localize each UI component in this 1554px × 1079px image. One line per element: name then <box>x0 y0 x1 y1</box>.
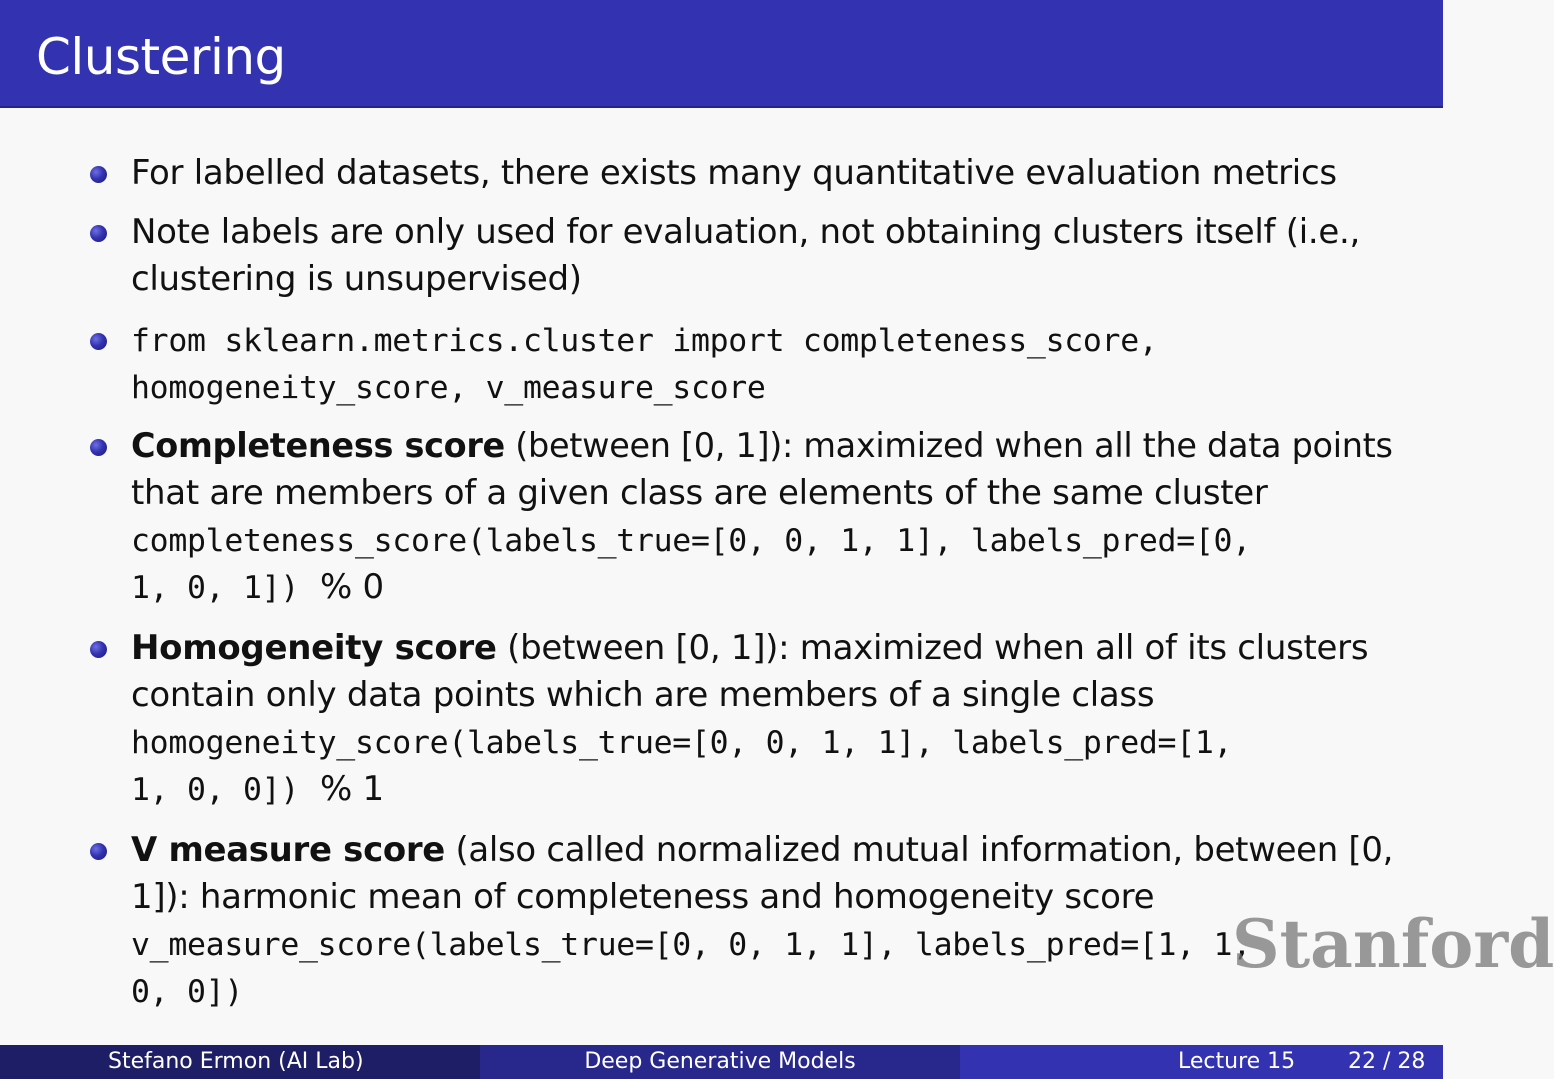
bullet-line <box>131 212 1360 252</box>
bullet-icon <box>90 439 107 456</box>
bullet-line <box>131 520 1251 561</box>
bullet-line <box>131 877 1154 917</box>
code-snippet: from sklearn.metrics.cluster import completeness_score, <box>131 323 1158 359</box>
bullet-line <box>131 722 1232 763</box>
metric-term: Homogeneity score <box>131 628 497 668</box>
bullet-icon <box>90 843 107 860</box>
bullet-text: clustering is unsupervised) <box>131 259 582 299</box>
bullet-text: For labelled datasets, there exists many quantitative evaluation metrics <box>131 153 1337 193</box>
metric-term: V measure score <box>131 830 446 870</box>
bullet-icon <box>90 333 107 350</box>
bullet-text: % 0 <box>298 567 384 607</box>
bullet-icon <box>90 641 107 658</box>
bullet-line <box>131 675 1154 715</box>
bullet-text: 1]): harmonic mean of completeness and homogeneity score <box>131 877 1155 917</box>
footer-page-number: 22 / 28 <box>1348 1049 1426 1074</box>
code-snippet: 0, 0]) <box>131 974 243 1010</box>
bullet-line <box>131 473 1268 513</box>
code-snippet: 1, 0, 0]) <box>131 772 299 808</box>
bullet-line <box>131 367 766 408</box>
bullet-text: (between [0, 1]): maximized when all the data points <box>504 426 1393 466</box>
footer-course-title: Deep Generative Models <box>584 1049 856 1074</box>
bullet-line <box>131 259 582 299</box>
bullet-text: (between [0, 1]): maximized when all of its clusters <box>496 628 1369 668</box>
bullet-line <box>131 628 1368 668</box>
bullet-line <box>131 971 243 1012</box>
footer-lecture-segment <box>960 1045 1443 1079</box>
bullet-text: that are members of a given class are elements of the same cluster <box>131 473 1268 513</box>
bullet-text: Note labels are only used for evaluation, not obtaining clusters itself (i.e., <box>131 212 1360 252</box>
slide-footer <box>0 1045 1443 1079</box>
bullet-line <box>131 426 1393 466</box>
bullet-text: (also called normalized mutual information, between [0, <box>445 830 1394 870</box>
footer-lecture: Lecture 15 <box>1178 1049 1296 1074</box>
bullet-line <box>131 924 1251 965</box>
bullet-icon <box>90 225 107 242</box>
bullet-icon <box>90 166 107 183</box>
bullet-text: contain only data points which are members of a single class <box>131 675 1155 715</box>
bullet-line <box>131 320 1158 361</box>
bullet-line <box>131 153 1337 193</box>
footer-author-segment <box>0 1045 480 1079</box>
slide-title: Clustering <box>36 28 286 86</box>
bullet-line <box>131 567 384 608</box>
footer-title-segment <box>480 1045 960 1079</box>
bullet-line <box>131 769 384 810</box>
footer-author: Stefano Ermon (AI Lab) <box>108 1049 364 1074</box>
bullet-line <box>131 830 1393 870</box>
bullet-text: % 1 <box>298 769 384 809</box>
metric-term: Completeness score <box>131 426 505 466</box>
code-snippet: completeness_score(labels_true=[0, 0, 1, 1], labels_pred=[0, <box>131 523 1251 559</box>
code-snippet: v_measure_score(labels_true=[0, 0, 1, 1], labels_pred=[1, 1, <box>131 927 1251 963</box>
stanford-watermark: Stanford <box>1232 905 1554 983</box>
code-snippet: 1, 0, 1]) <box>131 570 299 606</box>
code-snippet: homogeneity_score, v_measure_score <box>131 370 766 406</box>
code-snippet: homogeneity_score(labels_true=[0, 0, 1, 1], labels_pred=[1, <box>131 725 1233 761</box>
